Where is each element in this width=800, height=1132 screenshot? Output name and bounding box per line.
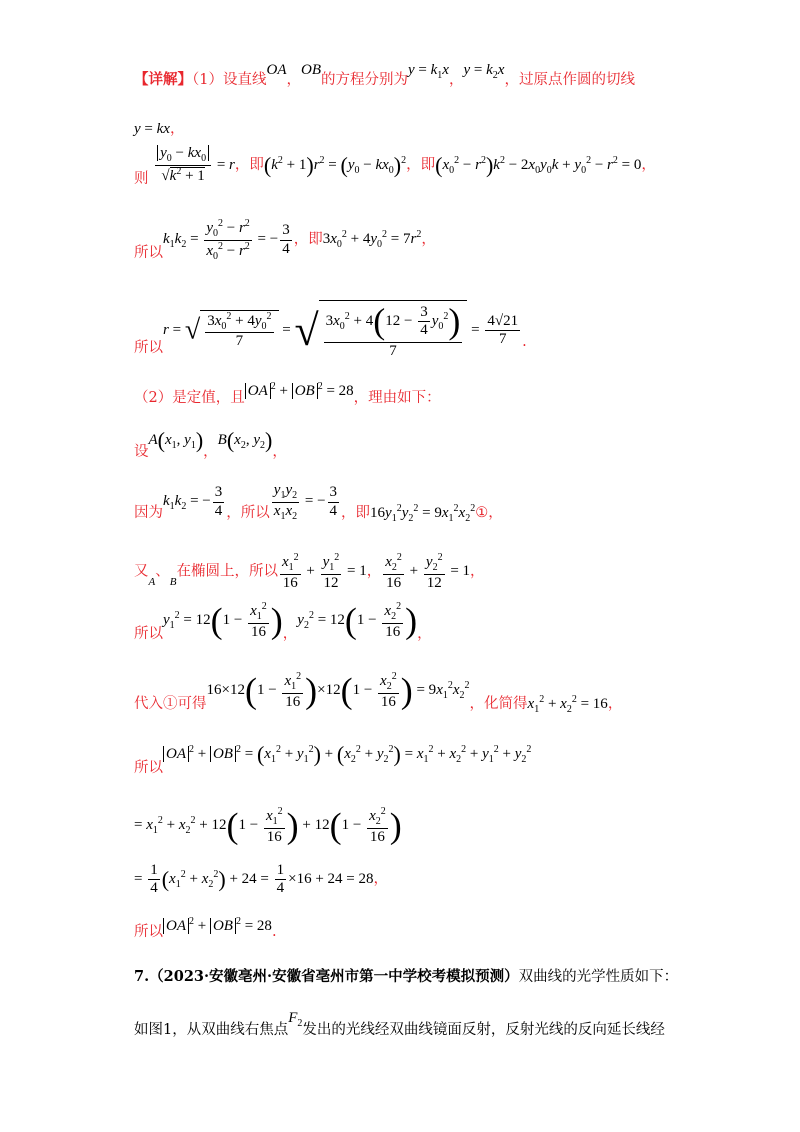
math-distance-frac: $\frac{y_0 - kx_0}{√k^2 + 1}$ — [155, 145, 211, 185]
q7-source: （2023·安徽亳州·安徽省亳州市第一中学校考模拟预测） — [149, 968, 519, 985]
point-a: A — [148, 576, 156, 589]
she-label: 设 — [134, 444, 149, 461]
math-sum-expand: OA $^2$ + OB $^2 = (x_1^2 + y_1^2) + (x_2^2 + y_2^2) = x_1^2 + x_2^2 + y_1^2 + y_2^2$ — [163, 746, 531, 762]
line-ellipse — [134, 552, 485, 592]
yinwei-label: 因为 — [134, 505, 163, 522]
q7-number: 7. — [134, 968, 150, 985]
math-oa: OA — [266, 62, 287, 78]
point-b: B — [169, 576, 177, 589]
math-f2: $F_2$ — [288, 1010, 303, 1029]
suoyi-label: 所以 — [134, 339, 163, 356]
comma: ， — [282, 626, 298, 643]
math-y-k1x: $y = k_1x$ — [407, 62, 449, 81]
suoyi-label: 所以 — [134, 245, 163, 262]
math-k1k2b: $k_1k_2$ = − $\frac{3}{4}$ — [163, 484, 223, 519]
line-tangent — [134, 117, 184, 138]
period: . — [271, 924, 277, 940]
line-y-squares — [134, 600, 432, 642]
line-because — [134, 482, 503, 525]
comma: ， — [366, 563, 382, 580]
comma: ， — [373, 871, 388, 888]
q7-line2a: 如图1，从双曲线右焦点 — [134, 1022, 289, 1038]
math-y-kx: y = kx — [134, 121, 170, 137]
comma: ， — [448, 72, 464, 88]
on-ellipse: 在椭圆上，所以 — [176, 563, 278, 580]
comma: ， — [169, 121, 185, 137]
dun: 、 — [155, 563, 170, 580]
line-sum-expand — [134, 742, 532, 777]
comma: ， — [607, 696, 623, 713]
line-conclusion — [134, 914, 277, 940]
math-3x4y: $3x_0^2 + 4y_0^2 = 7r^2$ — [322, 229, 422, 251]
period: . — [522, 333, 527, 350]
comma: ， — [203, 444, 218, 461]
part1-mid: 的方程分别为 — [320, 72, 408, 88]
comma: ， — [417, 626, 432, 643]
q7-line2b: 发出的光线经双曲线镜面反射，反射光线的反向延长线经 — [302, 1022, 665, 1038]
line-part2 — [134, 381, 441, 407]
you-label: 又 — [134, 563, 149, 580]
line-substitute — [134, 670, 623, 716]
line-set-ab — [134, 428, 287, 461]
math-conclusion: OA $^2$ + OB $^2$ = 28 — [163, 918, 272, 934]
ji-label: ，即 — [293, 231, 323, 248]
math-16y: $16y_1^2y_2^2 = 9x_1^2x_2^2$ — [370, 503, 476, 525]
suoyi-label: 所以 — [134, 924, 163, 940]
math-b: $B(x_2$, $y_2$) — [217, 428, 273, 453]
line-distance: 则 $\frac{y_0 - kx_0}{√k^2 + 1}$ = r，即$(k^2 + 1)r^2 = (y_0 - kx_0)^2$，即$(x_0^2 - r^2)k^2 - 2x_0y_0k + y_0^2 - r^2 = 0$， — [134, 145, 656, 187]
math-ellipse2: $\frac{x_2^2}{16}$ + $\frac{y_2^2}{12}$ = 1 — [385, 552, 471, 591]
line-part1 — [134, 62, 635, 91]
math-y1sq: $y_1^2 = 12(1$ − $\frac{x_1^2}{16}$ ) — [163, 601, 283, 641]
math-ob: OB — [300, 62, 321, 78]
q7-text: 双曲线的光学性质如下： — [518, 969, 679, 985]
comma: ， — [470, 563, 485, 580]
ji-label: ，即 — [341, 505, 371, 522]
line-sum-step3 — [134, 862, 388, 898]
part2-prefix: （2）是定值，且 — [134, 390, 245, 406]
comma: ， — [286, 72, 301, 88]
part1-tail: ，过原点作圆的切线 — [504, 72, 635, 88]
line-sum-step2 — [134, 805, 402, 847]
circle-one: ① — [475, 505, 489, 522]
math-eq1: $(k^2 + 1)r^2 = (y_0 - kx_0)^2$ — [263, 152, 407, 178]
math-step3: = $\frac{1}{4}$ $(x_1^2 + x_2^2) + 24$ = $\frac{1}{4}$ ×16 + 24 = 28 — [134, 862, 374, 897]
comma: ， — [421, 231, 436, 248]
math-a: $A(x_1$, $y_1$) — [148, 428, 204, 453]
comma: ， — [641, 156, 656, 173]
math-y2sq: $y_2^2 = 12(1$ − $\frac{x_2^2}{16}$ ) — [297, 601, 418, 641]
math-x-sum: $x_1^2 + x_2^2 = 16$ — [527, 694, 608, 716]
ji-label: ，即 — [406, 156, 436, 173]
huajian-label: ，化简得 — [469, 696, 528, 713]
math-step2: = $x_1^2 + x_2^2 + 12(1$ − $\frac{x_1^2}{16}$ ) + 12(1 − $\frac{x_2^2}{16}$ ) — [134, 806, 402, 846]
math-y-k2x: $y = k_2x$ — [463, 62, 505, 81]
math-ellipse1: $\frac{x_1^2}{16}$ + $\frac{y_1^2}{12}$ = 1 — [281, 552, 367, 591]
suoyi-label: 所以 — [134, 760, 163, 777]
part1-prefix: （1）设直线 — [192, 72, 267, 88]
ji-label: ，即 — [234, 156, 264, 173]
math-r-value: r = √ $\frac{3x_0^2 + 4y_0^2}{7}$ = √ $3x_0^2 + 4(12$ − $\frac{3}{4}$ $y_0^2$) 7 = $\frac{4√21}{7}$ — [163, 301, 519, 360]
math-sum28: OA $^2$ + OB $^2$ = 28 — [245, 383, 354, 399]
dairu-label: 代入①可得 — [134, 696, 207, 713]
suoyi-comma: ，所以 — [226, 505, 270, 522]
part2-tail: ，理由如下： — [353, 390, 441, 406]
ze-label: 则 — [134, 170, 149, 187]
math-substitute: 16×12(1 − $\frac{x_1^2}{16}$ )×12(1 − $\frac{x_2^2}{16}$ ) = $9x_1^2x_2^2$ — [206, 671, 470, 711]
question-7-line1 — [134, 965, 678, 986]
question-7-line2 — [134, 1010, 665, 1038]
detail-tag: 【详解】 — [134, 71, 192, 88]
suoyi-label: 所以 — [134, 626, 163, 643]
math-eq2: $(x_0^2 - r^2)k^2 - 2x_0y_0k + y_0^2 - r^2 = 0$ — [435, 152, 642, 178]
line-k1k2 — [134, 218, 436, 262]
math-y1y2: $\frac{y_1y_2}{x_1x_2}$ = − $\frac{3}{4}$ — [273, 482, 338, 522]
comma: ， — [272, 444, 287, 461]
comma: ， — [488, 505, 503, 522]
math-k1k2: $k_1k_2$ = $\frac{y_0^2 - r^2}{x_0^2 - r^2}$ = − $\frac{3}{4}$ — [163, 218, 290, 262]
line-r-value — [134, 290, 527, 360]
